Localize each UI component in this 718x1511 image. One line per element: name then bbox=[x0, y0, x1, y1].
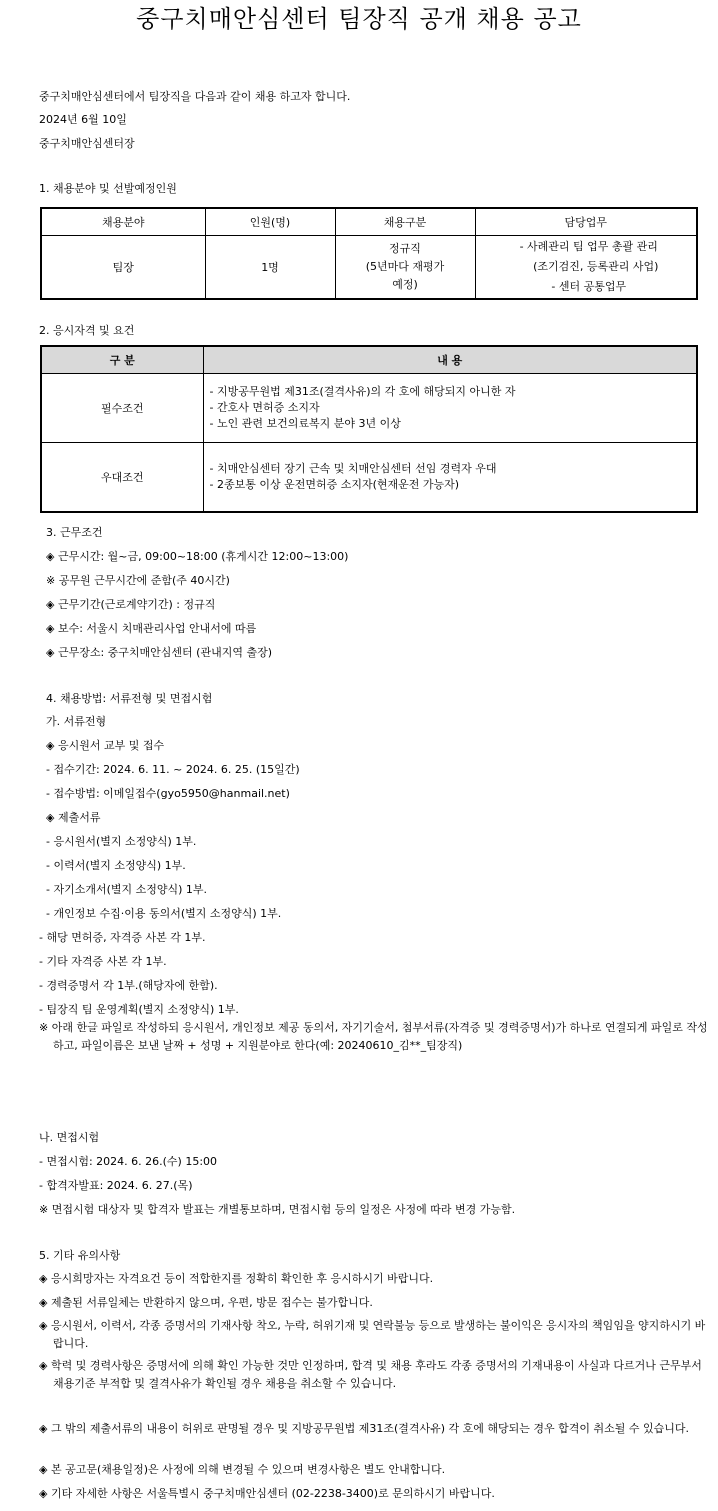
result-date: - 합격자발표: 2024. 6. 27.(목) bbox=[39, 1179, 193, 1192]
preferred-content bbox=[203, 443, 697, 513]
section4-heading: 4. 채용방법: 서류전형 및 면접시험 bbox=[46, 692, 213, 705]
preferred-label: 우대조건 bbox=[41, 443, 203, 513]
header-count: 인원(명) bbox=[205, 208, 335, 236]
work-period: ◈ 근무기간(근로계약기간) : 정규직 bbox=[46, 598, 216, 611]
cell-field: 팀장 bbox=[41, 236, 205, 300]
interview-heading: 나. 면접시험 bbox=[39, 1131, 100, 1144]
header-field: 채용분야 bbox=[41, 208, 205, 236]
cell-duty-line3: - 센터 공통업무 bbox=[551, 280, 627, 293]
cell-type-line3: 예정) bbox=[392, 278, 418, 291]
notice-item: ◈ 응시희망자는 자격요건 등이 적합한지를 정확히 확인한 후 응시하시기 바랍니다. bbox=[39, 1272, 434, 1285]
cell-count: 1명 bbox=[205, 236, 335, 300]
cell-duty-line1: - 사례관리 팀 업무 총괄 관리 bbox=[519, 240, 658, 253]
cell-duty-line2: (조기검진, 등록관리 사업) bbox=[533, 260, 659, 273]
interview-date: - 면접시험: 2024. 6. 26.(수) 15:00 bbox=[39, 1155, 218, 1168]
recruitment-table bbox=[40, 207, 698, 300]
preferred-item: - 치매안심센터 장기 근속 및 치매안심센터 선임 경력자 우대 bbox=[209, 462, 497, 475]
notice-item: ◈ 제출된 서류일체는 반환하지 않으며, 우편, 방문 접수는 불가합니다. bbox=[39, 1296, 373, 1309]
notice-item: ◈ 본 공고문(채용일정)은 사정에 의해 변경될 수 있으며 변경사항은 별도 안내합니다. bbox=[39, 1463, 446, 1476]
section1-heading: 1. 채용분야 및 선발예정인원 bbox=[39, 182, 177, 195]
file-format-note: ※ 아래 한글 파일로 작성하되 응시원서, 개인정보 제공 동의서, 자기기술서, 첨부서류(자격증 및 경력증명서)가 하나로 연결되게 파일로 작성하고, 파일이름은 보낸 날짜 + 성명 + 지원분야로 한다(예: 20240610_김**_팀장직) bbox=[39, 1021, 708, 1052]
required-label: 필수조건 bbox=[41, 374, 203, 443]
header-duty: 담당업무 bbox=[475, 208, 697, 236]
document-item: - 자기소개서(별지 소정양식) 1부. bbox=[46, 883, 208, 896]
application-line: - 접수방법: 이메일접수(gyo5950@hanmail.net) bbox=[46, 787, 290, 800]
qualification-table bbox=[40, 345, 698, 513]
intro-date: 2024년 6월 10일 bbox=[39, 113, 127, 126]
cell-type bbox=[335, 236, 475, 300]
document-item: - 팀장직 팀 운영계획(별지 소정양식) 1부. bbox=[39, 1003, 239, 1016]
notice-item: ◈ 학력 및 경력사항은 증명서에 의해 확인 가능한 것만 인정하며, 합격 및 채용 후라도 각종 증명서의 기재내용이 사실과 다르거나 근무부서 채용기준 부적합 및 결격사유가 확인될 경우 채용을 취소할 수 있습니다. bbox=[39, 1359, 702, 1390]
work-hours: ◈ 근무시간: 월~금, 09:00~18:00 (휴게시간 12:00~13:00) bbox=[46, 550, 349, 563]
document-item: - 이력서(별지 소정양식) 1부. bbox=[46, 859, 186, 872]
notice-item: ◈ 응시원서, 이력서, 각종 증명서의 기재사항 착오, 누락, 허위기재 및 연락불능 등으로 발생하는 불이익은 응시자의 책임임을 양지하시기 바랍니다. bbox=[39, 1319, 706, 1350]
application-line: ◈ 제출서류 bbox=[46, 811, 101, 824]
document-screening-heading: 가. 서류전형 bbox=[46, 715, 107, 728]
intro-text: 중구치매안심센터에서 팀장직을 다음과 같이 채용 하고자 합니다. bbox=[39, 90, 351, 103]
work-hours-note: ※ 공무원 근무시간에 준함(주 40시간) bbox=[46, 574, 230, 587]
intro-issuer: 중구치매안심센터장 bbox=[39, 137, 135, 150]
work-pay: ◈ 보수: 서울시 치매관리사업 안내서에 따름 bbox=[46, 622, 257, 635]
required-item: - 간호사 면허증 소지자 bbox=[209, 401, 320, 414]
work-place: ◈ 근무장소: 중구치매안심센터 (관내지역 출장) bbox=[46, 646, 273, 659]
preferred-item: - 2종보통 이상 운전면허증 소지자(현재운전 가능자) bbox=[209, 478, 460, 491]
notice-item: ◈ 기타 자세한 사항은 서울특별시 중구치매안심센터 (02-2238-3400)로 문의하시기 바랍니다. bbox=[39, 1487, 495, 1500]
required-item: - 지방공무원법 제31조(결격사유)의 각 호에 해당되지 아니한 자 bbox=[209, 385, 516, 398]
cell-type-line2: (5년마다 재평가 bbox=[365, 260, 445, 273]
document-item: - 개인정보 수집·이용 동의서(별지 소정양식) 1부. bbox=[46, 907, 282, 920]
page-title: 중구치매안심센터 팀장직 공개 채용 공고 bbox=[136, 5, 582, 33]
required-item: - 노인 관련 보건의료복지 분야 3년 이상 bbox=[209, 417, 401, 430]
document-item: - 경력증명서 각 1부.(해당자에 한함). bbox=[39, 979, 218, 992]
section3-heading: 3. 근무조건 bbox=[46, 526, 103, 539]
document-item: - 해당 면허증, 자격증 사본 각 1부. bbox=[39, 931, 206, 944]
header-category: 구 분 bbox=[41, 346, 203, 374]
application-line: - 접수기간: 2024. 6. 11. ~ 2024. 6. 25. (15일간) bbox=[46, 763, 300, 776]
required-content bbox=[203, 374, 697, 443]
section5-heading: 5. 기타 유의사항 bbox=[39, 1249, 121, 1262]
header-type: 채용구분 bbox=[335, 208, 475, 236]
cell-duty bbox=[475, 236, 697, 300]
document-item: - 응시원서(별지 소정양식) 1부. bbox=[46, 835, 197, 848]
interview-note: ※ 면접시험 대상자 및 합격자 발표는 개별통보하며, 면접시험 등의 일정은 사정에 따라 변경 가능함. bbox=[39, 1203, 516, 1216]
application-line: ◈ 응시원서 교부 및 접수 bbox=[46, 739, 165, 752]
section2-heading: 2. 응시자격 및 요건 bbox=[39, 324, 135, 337]
header-content: 내 용 bbox=[203, 346, 697, 374]
notice-item: ◈ 그 밖의 제출서류의 내용이 허위로 판명될 경우 및 지방공무원법 제31조(결격사유) 각 호에 해당되는 경우 합격이 취소될 수 있습니다. bbox=[39, 1422, 690, 1435]
document-item: - 기타 자격증 사본 각 1부. bbox=[39, 955, 167, 968]
cell-type-line1: 정규직 bbox=[389, 242, 421, 255]
